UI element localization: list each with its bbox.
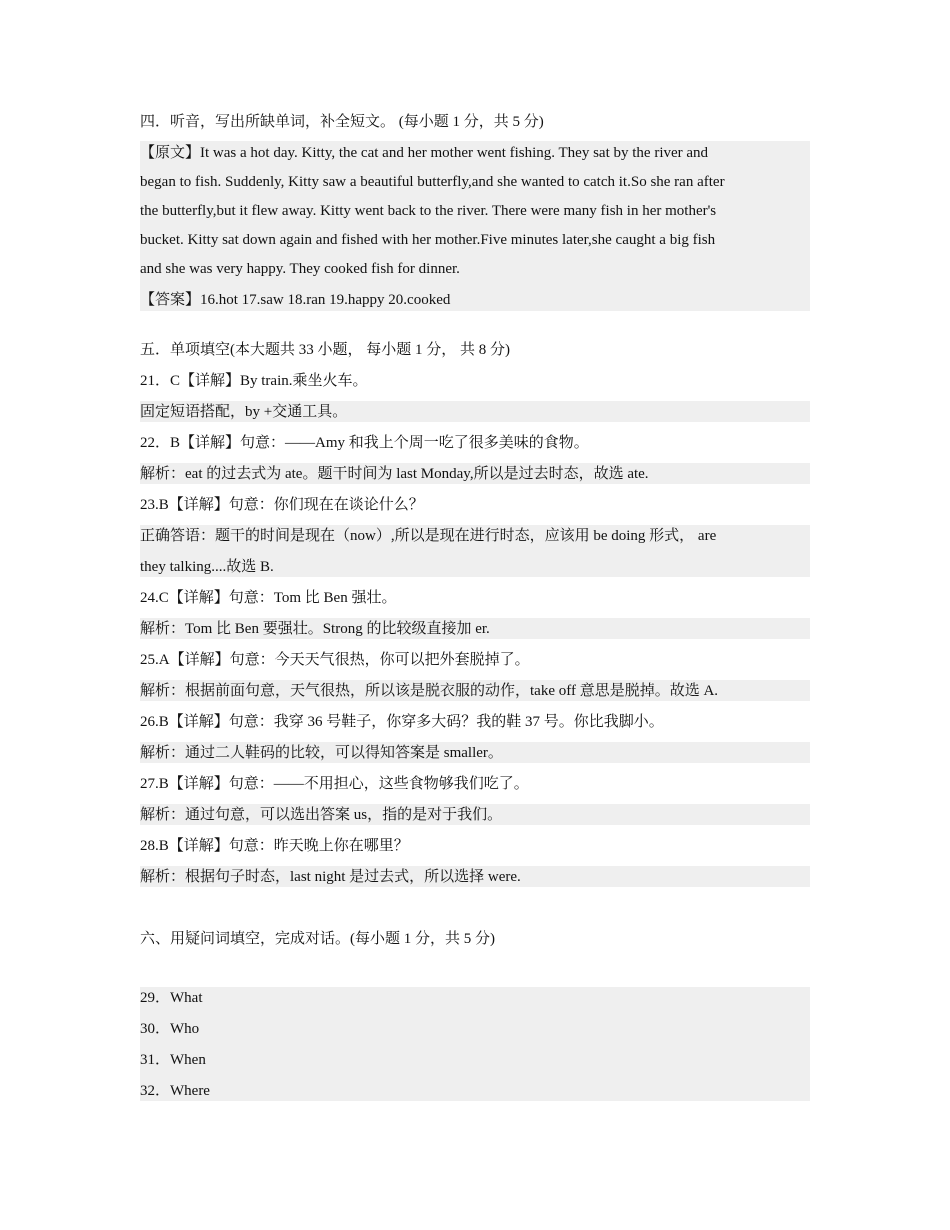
section4-heading: 四．听音，写出所缺单词，补全短文。 (每小题 1 分，共 5 分) [140,114,544,130]
section4-text-line: and she was very happy. They cooked fish for dinner. [140,261,460,277]
section4-text-line: began to fish. Suddenly, Kitty saw a beautiful butterfly,and she wanted to catch it.So she ran after [140,174,725,190]
answer-30: 30．Who [140,1021,200,1037]
question-22: 22．B【详解】句意：——Amy 和我上个周一吃了很多美味的食物。 [140,435,589,451]
section4-text-line: bucket. Kitty sat down again and fished with her mother.Five minutes later,she caught a big fish [140,232,716,248]
explanation-23: 正确答语：题干的时间是现在（now）,所以是现在进行时态，应该用 be doing 形式， are [140,528,717,544]
question-24: 24.C【详解】句意：Tom 比 Ben 强壮。 [140,590,397,606]
question-21: 21．C【详解】By train.乘坐火车。 [140,373,368,389]
question-23: 23.B【详解】句意：你们现在在谈论什么？ [140,497,424,513]
answer-29: 29．What [140,990,203,1006]
explanation-24: 解析：Tom 比 Ben 要强壮。Strong 的比较级直接加 er. [140,621,490,637]
question-25: 25.A【详解】句意：今天天气很热，你可以把外套脱掉了。 [140,652,530,668]
section4-answer: 【答案】16.hot 17.saw 18.ran 19.happy 20.cooked [140,292,451,308]
answer-32: 32．Where [140,1083,210,1099]
explanation-27: 解析：通过句意，可以选出答案 us，指的是对于我们。 [140,807,503,823]
explanation-21: 固定短语搭配，by +交通工具。 [140,404,348,420]
explanation-22: 解析：eat 的过去式为 ate。题干时间为 last Monday,所以是过去时态，故选 ate. [140,466,649,482]
question-27: 27.B【详解】句意：——不用担心，这些食物够我们吃了。 [140,776,529,792]
section5-heading: 五．单项填空(本大题共 33 小题， 每小题 1 分， 共 8 分) [140,342,510,358]
section6-heading: 六、用疑问词填空，完成对话。(每小题 1 分，共 5 分) [140,931,495,947]
question-26: 26.B【详解】句意：我穿 36 号鞋子，你穿多大码？我的鞋 37 号。你比我脚小。 [140,714,664,730]
section4-text-line: the butterfly,but it flew away. Kitty went back to the river. There were many fish in her mother's [140,203,717,219]
section4-text-line: 【原文】It was a hot day. Kitty, the cat and her mother went fishing. They sat by the river and [140,145,709,161]
explanation-23-cont: they talking....故选 B. [140,559,274,575]
answer-31: 31．When [140,1052,206,1068]
explanation-26: 解析：通过二人鞋码的比较，可以得知答案是 smaller。 [140,745,503,761]
explanation-28: 解析：根据句子时态，last night 是过去式，所以选择 were. [140,869,521,885]
question-28: 28.B【详解】句意：昨天晚上你在哪里？ [140,838,409,854]
explanation-25: 解析：根据前面句意，天气很热，所以该是脱衣服的动作，take off 意思是脱掉。故选 A. [140,683,719,699]
